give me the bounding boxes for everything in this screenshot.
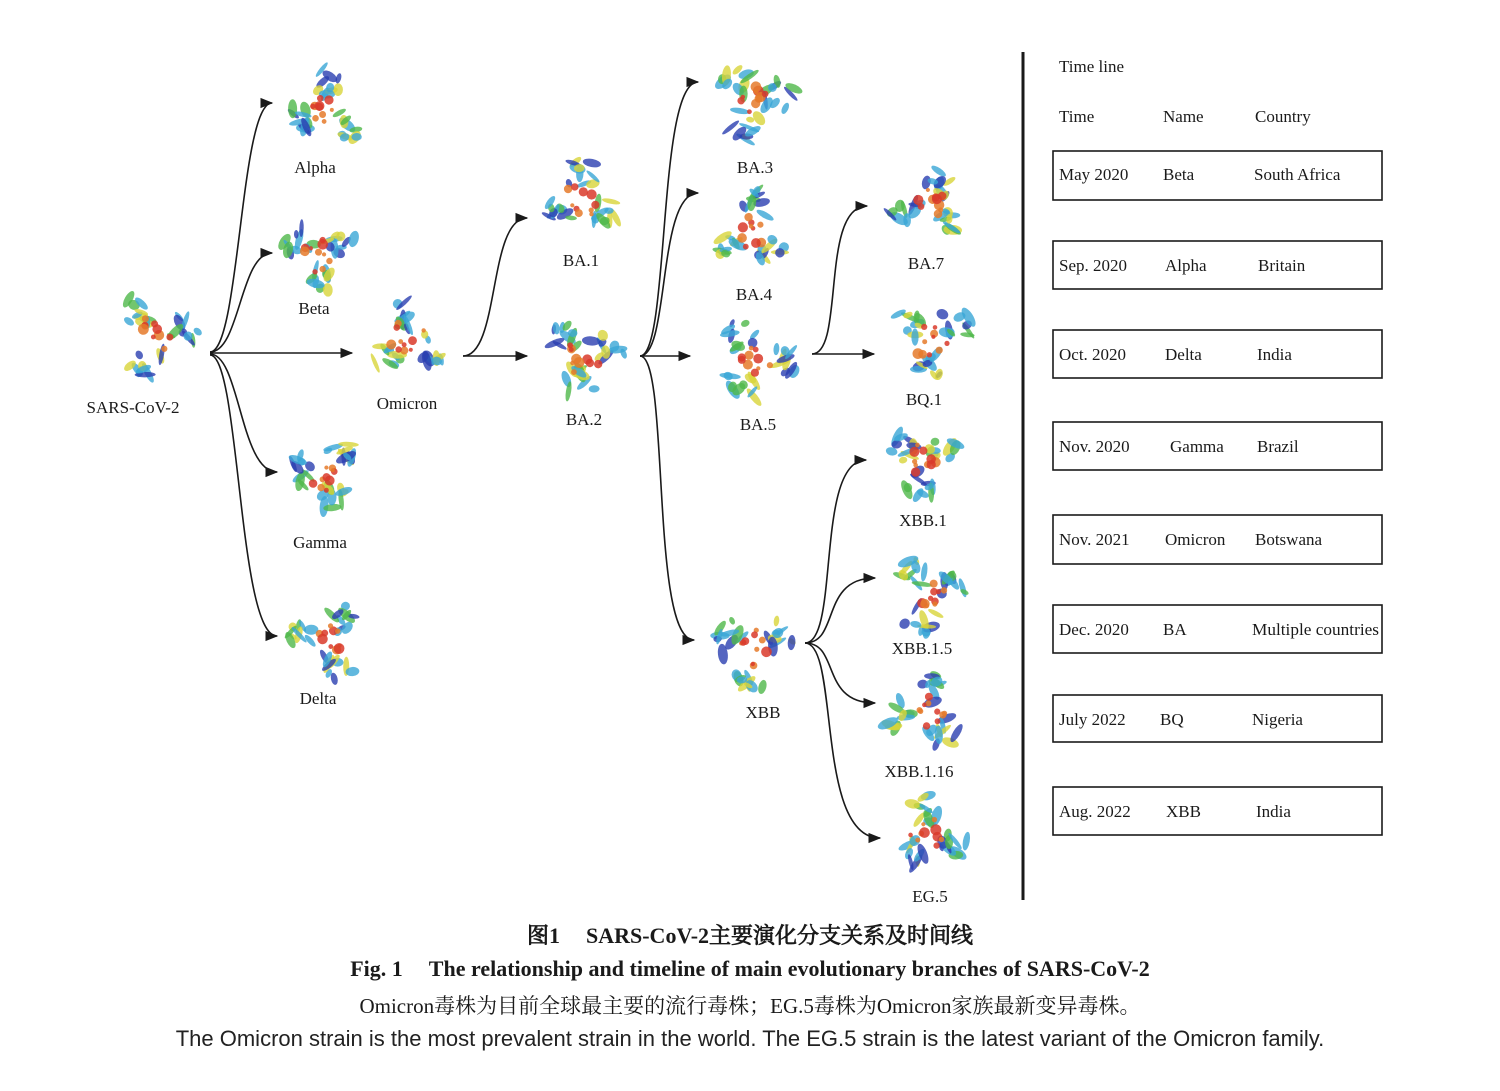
label-ba3: BA.3 [736,158,774,177]
label-beta: Beta [298,299,330,318]
protein-structures [99,54,986,894]
label-ba1: BA.1 [562,251,600,270]
timeline-header-country: Country [1255,107,1311,126]
label-alpha: Alpha [294,158,336,177]
protein-omicron [363,288,463,395]
timeline-row-country: India [1257,345,1292,364]
protein-core [330,108,335,113]
protein-helix [582,336,601,347]
protein-ba7 [879,153,981,247]
label-eg5: EG.5 [912,887,948,906]
protein-sars [99,288,209,395]
protein-gamma [271,413,384,527]
caption-cn-text: SARS-CoV-2主要演化分支关系及时间线 [585,923,974,948]
protein-helix [602,197,621,206]
timeline-row-name: Gamma [1170,437,1224,456]
protein-core [587,189,597,199]
timeline-row [1053,151,1382,200]
label-gamma: Gamma [293,533,347,552]
protein-eg5 [871,780,983,894]
protein-core [589,212,593,216]
protein-xbb15 [875,548,976,648]
timeline-row-country: Multiple countries [1252,620,1379,639]
protein-core [323,465,329,471]
label-omicron: Omicron [376,394,438,413]
arrow-ba2-to-xbb [640,356,694,640]
protein-helix [582,157,602,169]
protein-core [918,350,927,359]
protein-helix [728,616,736,625]
protein-delta [278,596,379,696]
timeline-row-name: Beta [1163,165,1195,184]
arrow-xbb-to-xbb1 [805,460,866,643]
timeline-row-name: BQ [1160,710,1184,729]
protein-xbb1 [868,410,968,513]
protein-core [570,203,574,207]
protein-helix [134,349,144,360]
label-bq1: BQ.1 [905,390,943,409]
protein-core [407,335,418,346]
protein-helix [930,164,948,179]
protein-core [753,646,760,653]
timeline-title: Time line [1059,57,1125,76]
label-xbb: XBB [745,703,781,722]
timeline-row [1053,422,1382,470]
arrow-ba2-to-ba3 [640,82,698,356]
protein-helix [927,607,944,619]
arrow-omicron-to-ba1 [463,218,527,356]
protein-core [927,352,932,357]
protein-core [319,110,327,118]
timeline-row-time: Nov. 2020 [1059,437,1130,456]
label-ba4: BA.4 [735,285,773,304]
timeline-row-country: Brazil [1257,437,1299,456]
protein-beta [270,196,382,309]
protein-core [312,114,320,122]
label-ba5: BA.5 [739,415,777,434]
arrow-sars-to-delta [210,355,277,636]
label-sars-cov-2: SARS-CoV-2 [86,398,180,417]
protein-helix [898,456,908,465]
protein-helix [773,343,780,356]
timeline-header-name: Name [1163,107,1204,126]
protein-core [575,209,583,217]
caption-en-label: Fig. 1 [350,956,403,981]
protein-helix [757,679,768,695]
protein-core [936,347,943,354]
protein-helix [911,329,918,346]
label-delta: Delta [299,689,337,708]
protein-core [564,185,572,193]
protein-core [922,339,927,344]
timeline-row-time: Oct. 2020 [1059,345,1127,364]
label-xbb116: XBB.1.16 [884,762,954,781]
timeline-row-country: Britain [1258,256,1306,275]
timeline-row-name: XBB [1166,802,1201,821]
timeline-header-time: Time [1059,107,1095,126]
timeline-row [1053,695,1382,742]
timeline-row-time: Dec. 2020 [1059,620,1129,639]
node-labels [87,158,954,906]
protein-helix [773,615,780,626]
protein-helix [588,385,599,393]
protein-core [736,220,750,234]
protein-core [321,252,327,258]
protein-ba4 [701,179,813,293]
timeline-row-name: Delta [1165,345,1202,364]
protein-helix [961,831,971,851]
protein-core [579,187,588,196]
protein-core [738,353,746,361]
protein-core [753,347,759,353]
protein-core [746,109,752,115]
protein-core [944,341,949,346]
timeline-row [1053,605,1382,653]
protein-core [408,347,413,352]
protein-core [321,119,327,125]
timeline-row-country: South Africa [1254,165,1341,184]
protein-helix [294,230,299,239]
timeline-row-time: Sep. 2020 [1059,256,1127,275]
arrow-xbb-to-xbb15 [805,578,875,643]
protein-helix [787,635,796,651]
protein-core [751,369,759,377]
protein-alpha [282,56,375,148]
timeline-row-name: Omicron [1165,530,1226,549]
protein-helix [920,562,929,582]
timeline-row-time: May 2020 [1059,165,1129,184]
timeline-row-time: July 2022 [1059,710,1126,729]
caption-cn-title [0,919,1500,950]
protein-helix [935,307,950,321]
label-xbb1: XBB.1 [899,511,947,530]
caption-en-note: The Omicron strain is the most prevalent strain in the world. The EG.5 strain is the latest variant of the Omicron family. [175,1026,1325,1051]
timeline-row [1053,330,1382,378]
protein-bq1 [890,306,979,382]
protein-helix [740,319,751,329]
caption-en-title [0,956,1500,982]
timeline-row-country: Nigeria [1252,710,1303,729]
protein-ba3 [696,54,805,158]
protein-xbb [700,591,814,707]
timeline-row-time: Nov. 2021 [1059,530,1130,549]
protein-core [307,477,319,489]
protein-helix [730,106,750,115]
caption-en-text: The relationship and timeline of main evolutionary branches of SARS-CoV-2 [428,956,1150,981]
timeline-panel [1053,57,1382,835]
protein-core [753,354,763,364]
label-xbb15: XBB.1.5 [891,639,953,658]
protein-core [921,324,927,330]
timeline-row [1053,241,1382,289]
protein-ba5 [719,319,801,408]
timeline-row-country: India [1256,802,1291,821]
arrow-xbb-to-eg5 [805,643,880,838]
protein-helix [288,99,297,118]
branch-arrows [210,82,880,838]
label-ba2: BA.2 [565,410,603,429]
protein-core [325,257,334,266]
label-ba7: BA.7 [907,254,945,273]
timeline-row [1053,787,1382,835]
arrow-ba5-to-ba7 [812,206,867,354]
timeline-row-time: Aug. 2022 [1059,802,1131,821]
protein-helix [722,370,734,381]
arrow-sars-to-alpha [210,103,272,352]
caption-cn-note: Omicron毒株为目前全球最主要的流行毒株；EG.5毒株为Omicron家族最新变异毒株。 [359,994,1141,1018]
protein-core [589,208,594,213]
protein-core [591,201,599,209]
protein-helix [369,353,381,374]
caption-cn-label: 图1 [526,923,560,948]
protein-core [756,220,765,229]
protein-core [929,579,939,589]
protein-core [933,325,938,330]
protein-ba2 [538,301,639,405]
protein-helix [347,230,361,249]
arrow-ba2-to-ba4 [640,193,698,356]
protein-core [767,362,773,368]
protein-helix [780,102,791,115]
protein-core [571,183,578,190]
protein-helix [755,208,775,223]
arrow-sars-to-beta [210,253,272,352]
timeline-row-name: BA [1163,620,1187,639]
timeline-row [1053,515,1382,564]
protein-ba1 [541,155,623,231]
arrow-sars-to-gamma [210,354,277,472]
protein-core [931,335,935,339]
timeline-row-name: Alpha [1165,256,1207,275]
timeline-row-country: Botswana [1255,530,1323,549]
protein-helix [897,616,912,631]
